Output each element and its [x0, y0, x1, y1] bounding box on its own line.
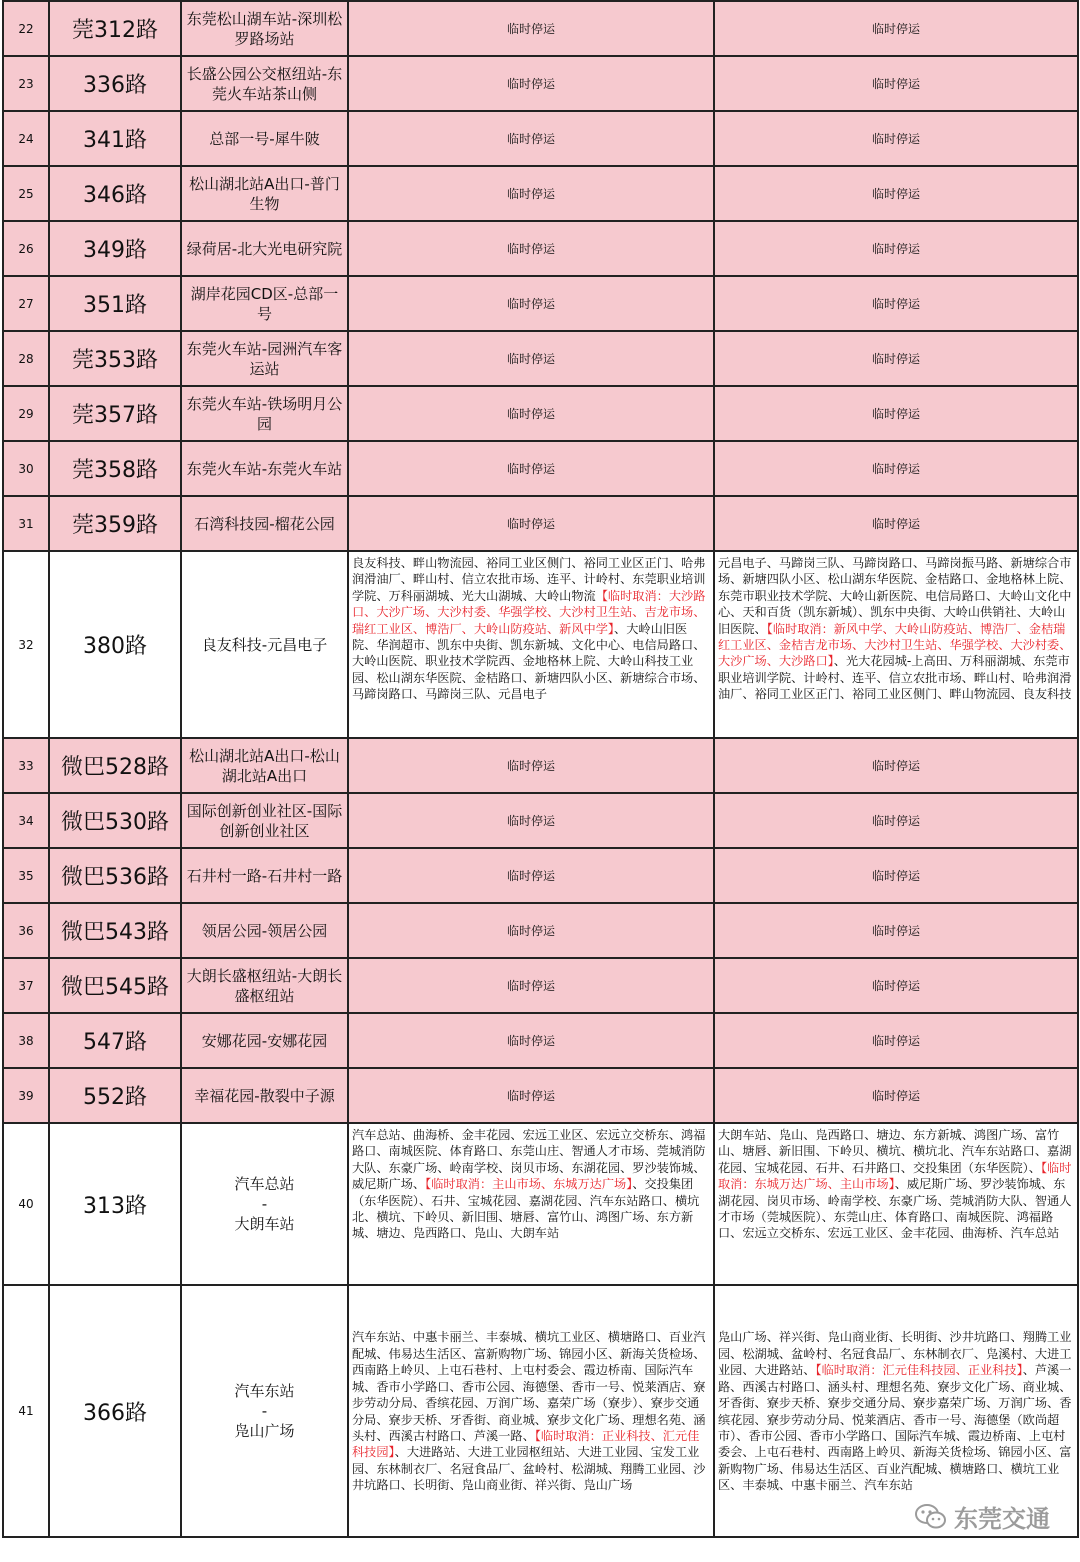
up-direction-status: 临时停运 [348, 386, 714, 441]
down-direction-stops [714, 551, 1078, 738]
route-name: 微巴528路 [49, 738, 181, 793]
down-direction-status: 临时停运 [714, 1, 1078, 56]
up-direction-stops [348, 1123, 714, 1285]
stops-text: 凫山广场、祥兴街、凫山商业街、长明街、沙井坑路口、翔腾工业园、松湖城、盆岭村、名冠食品厂、东林制衣厂、凫溪村、大进工业园、大进路站、 [718, 1330, 1072, 1378]
terminals: 大朗长盛枢纽站-大朗长盛枢纽站 [181, 958, 348, 1013]
table-row [3, 166, 1078, 221]
stops-text: 汽车东站、中惠卡丽兰、丰泰城、横坑工业区、横塘路口、百业汽配城、伟易达生活区、富新购物广场、锦园小区、新海关货检场、西南路上岭贝、上屯石巷村、上屯村委会、霞边桥南、国际汽车城、香市小学路口、香市公园、海德堡、香市一号、悦莱酒店、寮步劳动分局、香缤花园、万润广场、嘉荣广场（寮步）、寮步交通分局、寮步天桥、牙香街、商业城、寮步文化广场、理想名苑、涵头村、西溪古村路口、芦溪一路、 [352, 1330, 706, 1443]
watermark-text: 东莞交通 [954, 1505, 1050, 1533]
stops-text: 、光大花园城-上高田、万科丽湖城、东莞市职业培训学院、计岭村、连平、信立农批市场、畔山村、哈弗润滑油厂、裕同工业区正门、裕同工业区侧门、畔山物流园、良友科技 [718, 654, 1072, 702]
down-direction-status: 临时停运 [714, 793, 1078, 848]
route-name: 微巴536路 [49, 848, 181, 903]
stops-text: 、大进路站、大进工业园枢纽站、大进工业园、宝发工业园、东林制衣厂、名冠食品厂、盆岭村、松湖城、翔腾工业园、沙井坑路口、长明街、凫山商业街、祥兴街、凫山广场 [352, 1445, 706, 1493]
table-row [3, 1123, 1078, 1285]
row-number: 41 [3, 1285, 49, 1537]
stops-text: 元昌电子、马蹄岗三队、马蹄岗路口、马蹄岗振马路、新塘综合市场、新塘四队小区、松山湖东华医院、金桔路口、金地格林上院、东莞市职业技术学院、大岭山新医院、电信局路口、大岭山文化中心、天和百货（凯东新城）、凯东中央街、大岭山供销社、大岭山旧医院、 [718, 556, 1072, 636]
route-name: 351路 [49, 276, 181, 331]
row-number: 25 [3, 166, 49, 221]
route-name: 微巴545路 [49, 958, 181, 1013]
up-direction-status: 临时停运 [348, 958, 714, 1013]
row-number: 34 [3, 793, 49, 848]
row-number: 38 [3, 1013, 49, 1068]
up-direction-stops [348, 1285, 714, 1537]
up-direction-status: 临时停运 [348, 56, 714, 111]
route-name: 349路 [49, 221, 181, 276]
table-row [3, 848, 1078, 903]
stops-text: 大朗车站、凫山、凫西路口、塘边、东方新城、鸿图广场、富竹山、塘唇、新旧围、下岭贝、横坑、横坑北、汽车东站路口、嘉湖花园、宝城花园、石井、石井路口、交投集团（东华医院）、 [718, 1128, 1072, 1175]
route-table [2, 0, 1079, 1538]
up-direction-status: 临时停运 [348, 276, 714, 331]
table-row [3, 111, 1078, 166]
terminals: 安娜花园-安娜花园 [181, 1013, 348, 1068]
down-direction-status: 临时停运 [714, 903, 1078, 958]
route-name: 莞353路 [49, 331, 181, 386]
route-name: 366路 [49, 1285, 181, 1537]
route-name: 346路 [49, 166, 181, 221]
terminals [181, 1123, 348, 1285]
table-row [3, 1013, 1078, 1068]
down-direction-status: 临时停运 [714, 276, 1078, 331]
row-number: 40 [3, 1123, 49, 1285]
down-direction-stops [714, 1123, 1078, 1285]
terminal-start: 汽车总站 [234, 1175, 295, 1193]
watermark [914, 1499, 1050, 1534]
terminals: 东莞火车站-东莞火车站 [181, 441, 348, 496]
terminals: 东莞火车站-铁场明月公园 [181, 386, 348, 441]
row-number: 30 [3, 441, 49, 496]
terminals: 松山湖北站A出口-松山湖北站A出口 [181, 738, 348, 793]
terminals: 石湾科技园-榴花公园 [181, 496, 348, 551]
up-direction-status: 临时停运 [348, 1013, 714, 1068]
route-name: 336路 [49, 56, 181, 111]
cancelled-stops: 【临时取消：大沙路口、大沙广场、大沙村委、华强学校、大沙村卫生站、吉龙市场、瑞红工业区、博浩厂、大岭山防疫站、新风中学】 [352, 588, 706, 636]
up-direction-status: 临时停运 [348, 903, 714, 958]
stops-text: 汽车总站、曲海桥、金丰花园、宏远工业区、宏远立交桥东、鸿福路口、南城医院、体育路口、东莞山庄、智通人才市场、莞城消防大队、东豪广场、岭南学校、岗贝市场、东湖花园、罗沙装饰城、威尼斯广场、 [352, 1128, 706, 1192]
terminal-separator: - [261, 1195, 268, 1213]
up-direction-status: 临时停运 [348, 848, 714, 903]
terminals [181, 1285, 348, 1537]
row-number: 27 [3, 276, 49, 331]
cancelled-stops: 【临时取消：主山市场、东城万达广场】 [425, 1177, 633, 1192]
table-row [3, 551, 1078, 738]
stops-text: 、大岭山旧医院、华润超市、凯东中央街、凯东新城、文化中心、电信局路口、大岭山医院、职业技术学院西、金地格林上院、大岭山科技工业园、松山湖东华医院、金桔路口、新塘四队小区、新塘综合市场、马蹄岗路口、马蹄岗三队、元昌电子 [352, 621, 706, 702]
terminals: 绿荷居-北大光电研究院 [181, 221, 348, 276]
table-row [3, 1068, 1078, 1123]
table-row [3, 441, 1078, 496]
row-number: 29 [3, 386, 49, 441]
route-name: 莞357路 [49, 386, 181, 441]
table-row [3, 958, 1078, 1013]
row-number: 36 [3, 903, 49, 958]
down-direction-status: 临时停运 [714, 331, 1078, 386]
route-name: 微巴530路 [49, 793, 181, 848]
table-row [3, 276, 1078, 331]
terminal-start: 汽车东站 [234, 1382, 295, 1400]
terminals: 东莞火车站-园洲汽车客运站 [181, 331, 348, 386]
stops-text: 、交投集团（东华医院）、石井、宝城花园、嘉湖花园、汽车东站路口、横坑北、横坑、下岭贝、新旧围、塘唇、富竹山、鸿图广场、东方新城、塘边、凫西路口、凫山、大朗车站 [352, 1177, 700, 1241]
up-direction-stops [348, 551, 714, 738]
row-number: 26 [3, 221, 49, 276]
down-direction-status: 临时停运 [714, 1013, 1078, 1068]
row-number: 24 [3, 111, 49, 166]
terminals: 湖岸花园CD区-总部一号 [181, 276, 348, 331]
route-name: 552路 [49, 1068, 181, 1123]
down-direction-status: 临时停运 [714, 221, 1078, 276]
up-direction-status: 临时停运 [348, 331, 714, 386]
row-number: 39 [3, 1068, 49, 1123]
up-direction-status: 临时停运 [348, 111, 714, 166]
terminals: 国际创新创业社区-国际创新创业社区 [181, 793, 348, 848]
terminal-end: 凫山广场 [234, 1422, 295, 1440]
table-row [3, 793, 1078, 848]
down-direction-status: 临时停运 [714, 386, 1078, 441]
cancelled-stops: 【临时取消：正业科技、汇元佳科技园】 [352, 1428, 700, 1460]
row-number: 22 [3, 1, 49, 56]
down-direction-status: 临时停运 [714, 1068, 1078, 1123]
table-row [3, 903, 1078, 958]
table-row [3, 386, 1078, 441]
down-direction-status: 临时停运 [714, 111, 1078, 166]
terminals: 总部一号-犀牛陂 [181, 111, 348, 166]
table-row [3, 331, 1078, 386]
terminals: 石井村一路-石井村一路 [181, 848, 348, 903]
stops-text: 、芦溪一路、西溪古村路口、涵头村、理想名苑、寮步文化广场、商业城、牙香街、寮步天桥、寮步交通分局、寮步嘉荣广场、万润广场、香缤花园、寮步劳动分局、悦莱酒店、香市一号、海德堡（欧尚超市）、香市公园、香市小学路口、国际汽车城、霞边桥南、上屯村委会、上屯石巷村、西南路上岭贝、新海关货检场、锦园小区、富新购物广场、伟易达生活区、百业汽配城、横塘路口、横坑工业区、丰泰城、中惠卡丽兰、汽车东站 [718, 1363, 1072, 1493]
up-direction-status: 临时停运 [348, 793, 714, 848]
stops-text: 良友科技、畔山物流园、裕同工业区侧门、裕同工业区正门、哈弗润滑油厂、畔山村、信立农批市场、连平、计岭村、东莞职业培训学院、万科丽湖城、光大山湖城、大岭山物流 [352, 556, 706, 603]
cancelled-stops: 【临时取消：新风中学、大岭山防疫站、博浩厂、金桔瑞红工业区、金桔吉龙市场、大沙村卫生站、华强学校、大沙村委、大沙广场、大沙路口】 [718, 621, 1072, 669]
route-name: 341路 [49, 111, 181, 166]
up-direction-status: 临时停运 [348, 1068, 714, 1123]
table-row [3, 221, 1078, 276]
table-row [3, 738, 1078, 793]
up-direction-status: 临时停运 [348, 441, 714, 496]
cancelled-stops: 【临时取消：汇元佳科技园、正业科技】 [815, 1363, 1023, 1378]
route-name: 莞358路 [49, 441, 181, 496]
row-number: 37 [3, 958, 49, 1013]
terminals: 松山湖北站A出口-普门生物 [181, 166, 348, 221]
route-name: 莞312路 [49, 1, 181, 56]
down-direction-status: 临时停运 [714, 848, 1078, 903]
up-direction-status: 临时停运 [348, 166, 714, 221]
terminals: 长盛公园公交枢纽站-东莞火车站茶山侧 [181, 56, 348, 111]
terminals: 良友科技-元昌电子 [181, 551, 348, 738]
wechat-icon [914, 1502, 948, 1532]
up-direction-status: 临时停运 [348, 221, 714, 276]
cancelled-stops: 【临时取消：东城万达广场、主山市场】 [718, 1160, 1072, 1192]
row-number: 23 [3, 56, 49, 111]
row-number: 32 [3, 551, 49, 738]
down-direction-status: 临时停运 [714, 56, 1078, 111]
route-name: 547路 [49, 1013, 181, 1068]
stops-text: 、威尼斯广场、罗沙装饰城、东湖花园、岗贝市场、岭南学校、东豪广场、莞城消防大队、智通人才市场（莞城医院）、东莞山庄、体育路口、南城医院、鸿福路口、宏远立交桥东、宏远工业区、金丰花园、曲海桥、汽车总站 [718, 1177, 1072, 1241]
row-number: 33 [3, 738, 49, 793]
terminals: 领居公园-领居公园 [181, 903, 348, 958]
terminals: 幸福花园-散裂中子源 [181, 1068, 348, 1123]
table-row [3, 56, 1078, 111]
down-direction-status: 临时停运 [714, 496, 1078, 551]
route-name: 313路 [49, 1123, 181, 1285]
table-row [3, 1, 1078, 56]
down-direction-status: 临时停运 [714, 958, 1078, 1013]
up-direction-status: 临时停运 [348, 496, 714, 551]
terminal-end: 大朗车站 [234, 1215, 295, 1233]
route-name: 莞359路 [49, 496, 181, 551]
up-direction-status: 临时停运 [348, 1, 714, 56]
row-number: 35 [3, 848, 49, 903]
terminal-separator: - [261, 1402, 268, 1420]
row-number: 28 [3, 331, 49, 386]
up-direction-status: 临时停运 [348, 738, 714, 793]
down-direction-status: 临时停运 [714, 441, 1078, 496]
row-number: 31 [3, 496, 49, 551]
route-name: 380路 [49, 551, 181, 738]
table-row [3, 496, 1078, 551]
route-name: 微巴543路 [49, 903, 181, 958]
terminals: 东莞松山湖车站-深圳松罗路场站 [181, 1, 348, 56]
down-direction-status: 临时停运 [714, 166, 1078, 221]
down-direction-status: 临时停运 [714, 738, 1078, 793]
